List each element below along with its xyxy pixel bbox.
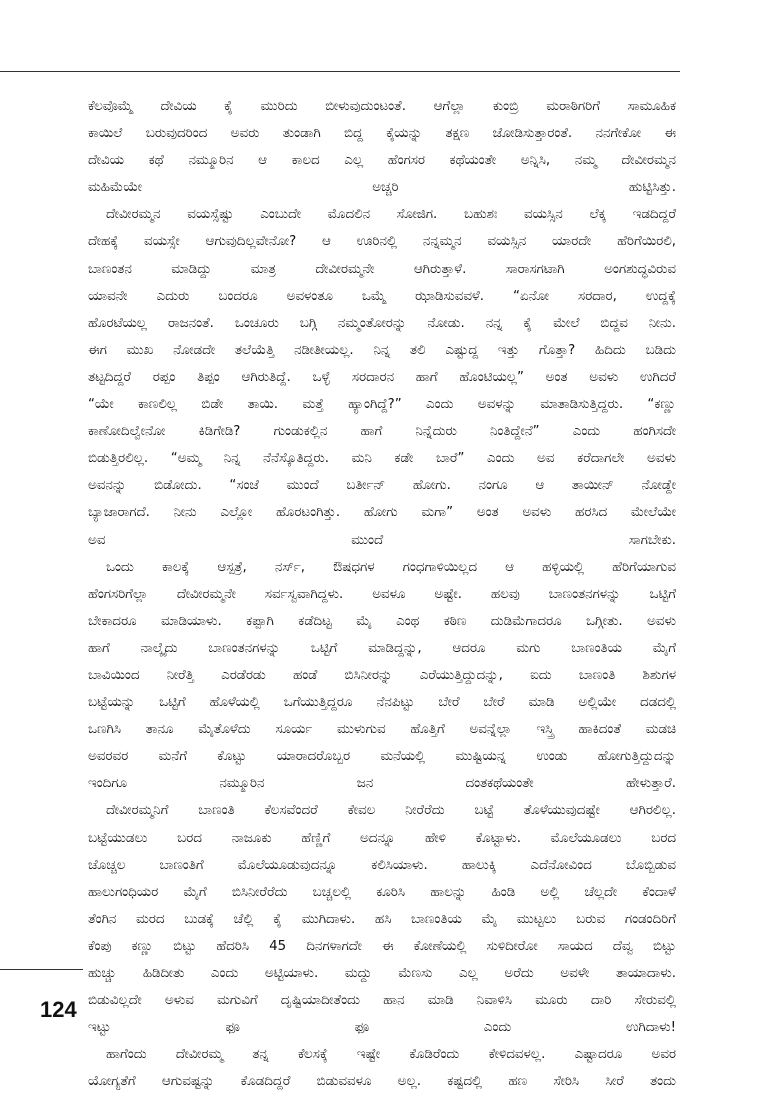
paragraph-1: [88, 93, 676, 201]
text-line: ದೇವಿಯ ಕಥೆ ನಮ್ಮೂರಿನ ಆ ಕಾಲದ ಎಲ್ಲ ಹೆಂಗಸರ ಕಥೆಯಂತೇ ಅನ್ನಿಸಿ, ನಮ್ಮ ದೇವೀರಮ್ಮನ: [88, 153, 676, 169]
text-line: ಬಾಣಂತನ ಮಾಡಿದ್ದು ಮಾತ್ರ ದೇವೀರಮ್ಮನೇ ಆಗಿರುತ್ತಾಳೆ. ಸಾರಾಸಗಟಾಗಿ ಅಂಗಶುದ್ಧವಿರುವ: [88, 261, 676, 277]
text-line: ಬ್ಯಾಜಾರಾಗದೆ. ನೀನು ಎಲ್ಲೋ ಹೊರಟಂಗಿತ್ತು. ಹೋಗು ಮಗಾ” ಅಂತ ಅವಳು ಹರಸಿದ ಮೇಲೆಯೇ: [88, 505, 676, 521]
page-number-rule: [0, 969, 83, 970]
text-line: ಅವರವರ ಮನೆಗೆ ಕೊಟ್ಟು ಯಾರಾದರೊಬ್ಬರ ಮನೆಯಲ್ಲಿ ಮುಷ್ಟಿಯನ್ನ ಉಂಡು ಹೋಗುತ್ತಿದ್ದುದನ್ನು: [88, 749, 676, 765]
text-line: ಅವನನ್ನು ಬಿಡೋದು. “ಸಂಜೆ ಮುಂದೆ ಬರ್ತೀನ್ ಹೋಗು. ನಂಗೂ ಆ ತಾಯೀನ್ ನೋಡ್ದೇ: [88, 478, 676, 494]
paragraph-5: [88, 1041, 676, 1095]
text-line: ಯಾವನೇ ಎದುರು ಬಂದರೂ ಅವಳಂತೂ ಒಮ್ಮೆ ಝಾಡಿಸುವವಳೆ. “ಏನೋ ಸರದಾರ, ಉದ್ದಕ್ಕೆ: [88, 288, 676, 304]
text-line: ಕಾಯಿಲೆ ಬರುವುದರಿಂದ ಅವರು ತುಂಡಾಗಿ ಬಿದ್ದ ಕೈಯನ್ನು ತಕ್ಷಣ ಜೋಡಿಸುತ್ತಾರಂತೆ. ನನಗೇಕೋ ಈ: [88, 126, 676, 142]
text-line: ತೆಂಗಿನ ಮರದ ಬುಡಕ್ಕೆ ಚೆಲ್ಲಿ ಕೈ ಮುಗಿದಾಳು. ಹಸಿ ಬಾಣಂತಿಯ ಮೈ ಮುಟ್ಟಲು ಬರುವ ಗಂಡಂದಿರಿಗೆ: [88, 911, 676, 927]
text-line: ಹೊರಟೆಯಲ್ಲ ರಾಜನಂತೆ. ಒಂಚೂರು ಬಗ್ಗಿ ನಮ್ಮಂತೋರನ್ನು ನೋಡು. ನನ್ನ ಕೈ ಮೇಲೆ ಬಿದ್ದವ ನೀನು.: [88, 315, 676, 331]
paragraph-3: [88, 554, 676, 798]
text-line: ಮಹಿಮೆಯೇ ಅಚ್ಚರಿ ಹುಟ್ಟಿಸಿತ್ತು.: [88, 180, 676, 196]
text-line: ಈಗ ಮುಖ ನೋಡದೇ ತಲೆಯೆತ್ತಿ ನಡೀತೀಯಲ್ಲ. ನಿನ್ನ ತಲಿ ಎಷ್ಟುದ್ದ ಇತ್ತು ಗೊತ್ತಾ? ಹಿದಿದು ಬಡಿದು: [88, 342, 676, 358]
text-line: ಇಂದಿಗೂ ನಮ್ಮೂರಿನ ಜನ ದಂತಕಥೆಯಂತೇ ಹೇಳುತ್ತಾರೆ.: [88, 776, 676, 792]
text-line: ಬಿಡುತ್ತಿರಲಿಲ್ಲ. “ಅಮ್ಮ ನಿನ್ನ ನೆನೆಸ್ಕೊತಿದ್ದರು. ಮನಿ ಕಡೇ ಬಾರೆ” ಎಂದು ಅವ ಕರೆದಾಗಲೇ ಅವಳು: [88, 451, 676, 467]
text-line: ಹಾಗೆಂದು ದೇವೀರಮ್ಮ ತನ್ನ ಕೆಲಸಕ್ಕೆ ಇಷ್ಟೇ ಕೊಡಿರೆಂದು ಕೇಳಿದವಳಲ್ಲ. ಎಷ್ಟಾದರೂ ಅವರ: [106, 1047, 676, 1063]
text-line: ಕೆಂಪು ಕಣ್ಣು ಬಿಟ್ಟು ಹೆದರಿಸಿ 45 ದಿನಗಳಾಗದೇ ಈ ಕೋಣೆಯಲ್ಲಿ ಸುಳಿದೀರೋ ಸಾಯದ ದೆವ್ವ ಬಿಟ್ಟು: [88, 938, 676, 954]
text-line: ದೇಹಕ್ಕೆ ವಯಸ್ಸೇ ಆಗುವುದಿಲ್ಲವೇನೋ? ಆ ಊರಿನಲ್ಲಿ ನನ್ನಮ್ಮನ ವಯಸ್ಸಿನ ಯಾರದೇ ಹೆರಿಗೆಯಿರಲಿ,: [88, 234, 676, 250]
text-line: ಹಾಗೆ ನಾಲ್ಕೈದು ಬಾಣಂತನಗಳನ್ನು ಒಟ್ಟಿಗೆ ಮಾಡಿದ್ದನ್ನು, ಆದರೂ ಮಗು ಬಾಣಂತಿಯ ಮೈಗೆ: [88, 640, 676, 656]
text-line: ದೇವೀರಮ್ಮನ ವಯಸ್ಸೆಷ್ಟು ಎಂಬುದೇ ಮೊದಲಿನ ಸೋಜಿಗ. ಬಹುಶಃ ವಯಸ್ಸಿನ ಲೆಕ್ಕ ಇಡದಿದ್ದರೆ: [106, 207, 676, 223]
body-text: [88, 93, 676, 1095]
text-line: ಬಟ್ಟೆಯುಡಲು ಬರದ ನಾಜೂಕು ಹೆಣ್ಣಿಗೆ ಅದನ್ನೂ ಹೇಳಿ ಕೊಟ್ಟಾಳು. ಮೊಲೆಯೂಡಲು ಬರದ: [88, 830, 676, 846]
text-line: ಬಾವಿಯಿಂದ ನೀರೆತ್ತಿ ಎರಡೆರಡು ಹಂಡೆ ಬಿಸಿನೀರನ್ನು ಎರೆಯುತ್ತಿದ್ದುದನ್ನು, ಐದು ಬಾಣಂತಿ ಶಿಶುಗಳ: [88, 667, 676, 683]
text-line: ಹುಚ್ಚು ಹಿಡಿದೀತು ಎಂದು ಅಟ್ಟಿಯಾಳು. ಮದ್ದು ಮೆಣಸು ಎಲ್ಲ ಅರೆದು ಅವಳೇ ತಾಯಾದಾಳು.: [88, 966, 676, 981]
text-line: ಇಟ್ಟು ಫೂ ಫೂ ಎಂದು ಉಗಿದಾಳು!: [88, 1020, 676, 1036]
text-line: ಅವ ಮುಂದೆ ಸಾಗಬೇಕು.: [88, 532, 676, 548]
text-line: ಬಿಡುವಿಲ್ಲದೇ ಅಳುವ ಮಗುವಿಗೆ ದೃಷ್ಟಿಯಾದೀತೆಂದು ಹಾನ ಮಾಡಿ ನಿವಾಳಿಸಿ ಮೂರು ದಾರಿ ಸೇರುವಲ್ಲಿ: [88, 993, 676, 1009]
text-line: ಒಂದು ಕಾಲಕ್ಕೆ ಆಸ್ಪತ್ರೆ, ನರ್ಸ್, ಔಷಧಗಳ ಗಂಧಗಾಳಿಯಿಲ್ಲದ ಆ ಹಳ್ಳಿಯಲ್ಲಿ ಹೆರಿಗೆಯಾಗುವ: [106, 559, 676, 575]
text-line: ಬಟ್ಟೆಯನ್ನು ಒಟ್ಟಿಗೆ ಹೊಳೆಯಲ್ಲಿ ಒಗೆಯುತ್ತಿದ್ದರೂ ನೆನಪಿಟ್ಟು ಬೇರೆ ಬೇರೆ ಮಾಡಿ ಅಲ್ಲಿಯೇ ದಡದಲ್ಲಿ: [88, 695, 676, 711]
top-rule: [0, 71, 680, 72]
text-line: ಬೇಕಾದರೂ ಮಾಡಿಯಾಳು. ಕಪ್ಪಾಗಿ ಕಡೆದಿಟ್ಟ ಮೈ ಎಂಥ ಕಠಿಣ ದುಡಿಮೆಗಾದರೂ ಒಗ್ಗೀತು. ಅವಳು: [88, 613, 676, 629]
text-line: ಹಾಲುಗಂಧಿಯರ ಮೈಗೆ ಬಿಸಿನೀರೆರೆದು ಬಚ್ಚಲಲ್ಲಿ ಕೂರಿಸಿ ಹಾಲನ್ನು ಹಿಂಡಿ ಅಲ್ಲಿ ಚೆಲ್ಲದೇ ಕೆಂದಾಳೆ: [88, 884, 676, 900]
text-line: ಕಾಣೋದಿಲ್ವೇನೋ ಕಿಡಿಗೇಡಿ? ಗುಂಡುಕಲ್ಲಿನ ಹಾಗೆ ನಿನ್ನೆದುರು ನಿಂತಿದ್ದೇನೆ” ಎಂದು ಹಂಗಿಸದೇ: [88, 424, 676, 440]
text-line: ಒಣಗಿಸಿ ತಾನೂ ಮೈತೊಳೆದು ಸೂರ್ಯ ಮುಳುಗುವ ಹೊತ್ತಿಗೆ ಅವನ್ನೆಲ್ಲಾ ಇಸ್ತ್ರಿ ಹಾಕಿದಂತೆ ಮಡಚಿ: [88, 722, 676, 738]
page-number: 124: [40, 997, 77, 1022]
text-line: “ಯೇ ಕಾಣಲಿಲ್ಲ ಬಿಡೇ ತಾಯಿ. ಮತ್ತೆ ಹ್ಯಾಂಗಿದ್ದೆ?” ಎಂದು ಅವಳನ್ನು ಮಾತಾಡಿಸುತ್ತಿದ್ದರು. “ಕಣ್ಣು: [88, 397, 676, 413]
text-line: ಯೋಗ್ಯತೆಗೆ ಆಗುವಷ್ಟನ್ನು ಕೊಡದಿದ್ದರೆ ಬಿಡುವವಳೂ ಅಲ್ಲ. ಕಷ್ಟದಲ್ಲಿ ಹಣ ಸೇರಿಸಿ ಸೀರೆ ತಂದು: [88, 1074, 676, 1090]
text-line: ದೇವೀರಮ್ಮನಿಗೆ ಬಾಣಂತಿ ಕೆಲಸವೆಂದರೆ ಕೇವಲ ನೀರೆರೆದು ಬಟ್ಟೆ ತೊಳೆಯುವುದಷ್ಟೇ ಆಗಿರಲಿಲ್ಲ.: [106, 803, 676, 819]
paragraph-4: [88, 797, 676, 1041]
paragraph-2: [88, 201, 676, 553]
text-line: ಕೆಲವೊಮ್ಮೆ ದೇವಿಯ ಕೈ ಮುರಿದು ಬೀಳುವುದುಂಟಂತೆ. ಆಗೆಲ್ಲಾ ಕುಂಬ್ರಿ ಮರಾಠಿಗರಿಗೆ ಸಾಮೂಹಿಕ: [88, 99, 676, 114]
text-line: ಹೆಂಗಸರಿಗೆಲ್ಲಾ ದೇವೀರಮ್ಮನೇ ಸರ್ವಸ್ವವಾಗಿದ್ದಳು. ಅವಳೂ ಅಷ್ಟೇ. ಹಲವು ಬಾಣಂತನಗಳನ್ನು ಒಟ್ಟಿಗೆ: [88, 586, 676, 602]
text-line: ಚೊಚ್ಚಲ ಬಾಣಂತಿಗೆ ಮೊಲೆಯೂಡುವುದನ್ನೂ ಕಲಿಸಿಯಾಳು. ಹಾಲುಕ್ಕಿ ಎದೆನೋವಿಂದ ಬೊಬ್ಬಿಡುವ: [88, 857, 676, 873]
text-line: ತಟ್ಟದಿದ್ದರೆ ರಪ್ಪಂ ತಿಪ್ಪಂ ಆಗಿರುತಿದ್ದೆ. ಒಳ್ಳೆ ಸರದಾರನ ಹಾಗೆ ಹೊಂಟಿಯಲ್ಲ” ಅಂತ ಅವಳು ಉಗಿದರೆ: [88, 369, 676, 385]
